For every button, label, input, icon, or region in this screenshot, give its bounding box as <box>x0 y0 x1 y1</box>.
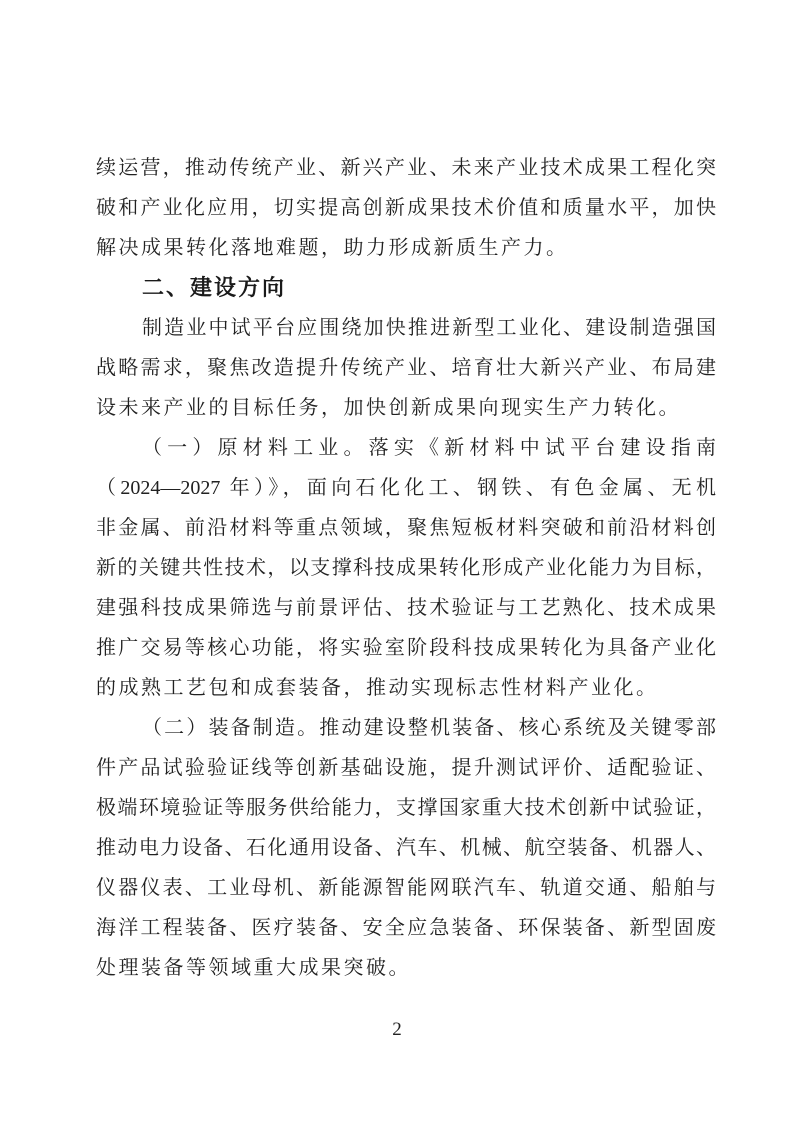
text-line: （2024—2027 年）》，面向石化化工、钢铁、有色金属、无机 <box>96 477 716 499</box>
text-line: （二）装备制造。推动建设整机装备、核心系统及关键零部 <box>142 717 716 739</box>
section-heading: 二、建设方向 <box>142 275 287 300</box>
text-line: 解决成果转化落地难题，助力形成新质生产力。 <box>96 237 569 259</box>
text-line: 续运营，推动传统产业、新兴产业、未来产业技术成果工程化突 <box>96 157 716 179</box>
text-line: 设未来产业的目标任务，加快创新成果向现实生产力转化。 <box>96 397 681 419</box>
text-line: 非金属、前沿材料等重点领域，聚焦短板材料突破和前沿材料创 <box>96 517 716 539</box>
text-line: 海洋工程装备、医疗装备、安全应急装备、环保装备、新型固废 <box>96 917 716 939</box>
text-line: 战略需求，聚焦改造提升传统产业、培育壮大新兴产业、布局建 <box>96 357 716 379</box>
page-number: 2 <box>392 1019 402 1040</box>
text-line: 制造业中试平台应围绕加快推进新型工业化、建设制造强国 <box>142 317 716 339</box>
text-line: 处理装备等领域重大成果突破。 <box>96 957 411 979</box>
text-line: 极端环境验证等服务供给能力，支撑国家重大技术创新中试验证， <box>96 797 716 819</box>
text-line: 件产品试验验证线等创新基础设施，提升测试评价、适配验证、 <box>96 757 716 779</box>
text-line: 推广交易等核心功能，将实验室阶段科技成果转化为具备产业化 <box>96 637 716 659</box>
text-line: 仪器仪表、工业母机、新能源智能网联汽车、轨道交通、船舶与 <box>96 877 716 899</box>
text-line: 建强科技成果筛选与前景评估、技术验证与工艺熟化、技术成果 <box>96 597 716 619</box>
document-body <box>96 148 716 988</box>
text-line: 推动电力设备、石化通用设备、汽车、机械、航空装备、机器人、 <box>96 837 716 859</box>
text-line: 新的关键共性技术，以支撑科技成果转化形成产业化能力为目标， <box>96 557 716 579</box>
text-line: （一）原材料工业。落实《新材料中试平台建设指南 <box>142 437 716 459</box>
text-line: 破和产业化应用，切实提高创新成果技术价值和质量水平，加快 <box>96 197 716 219</box>
text-line: 的成熟工艺包和成套装备，推动实现标志性材料产业化。 <box>96 677 659 699</box>
